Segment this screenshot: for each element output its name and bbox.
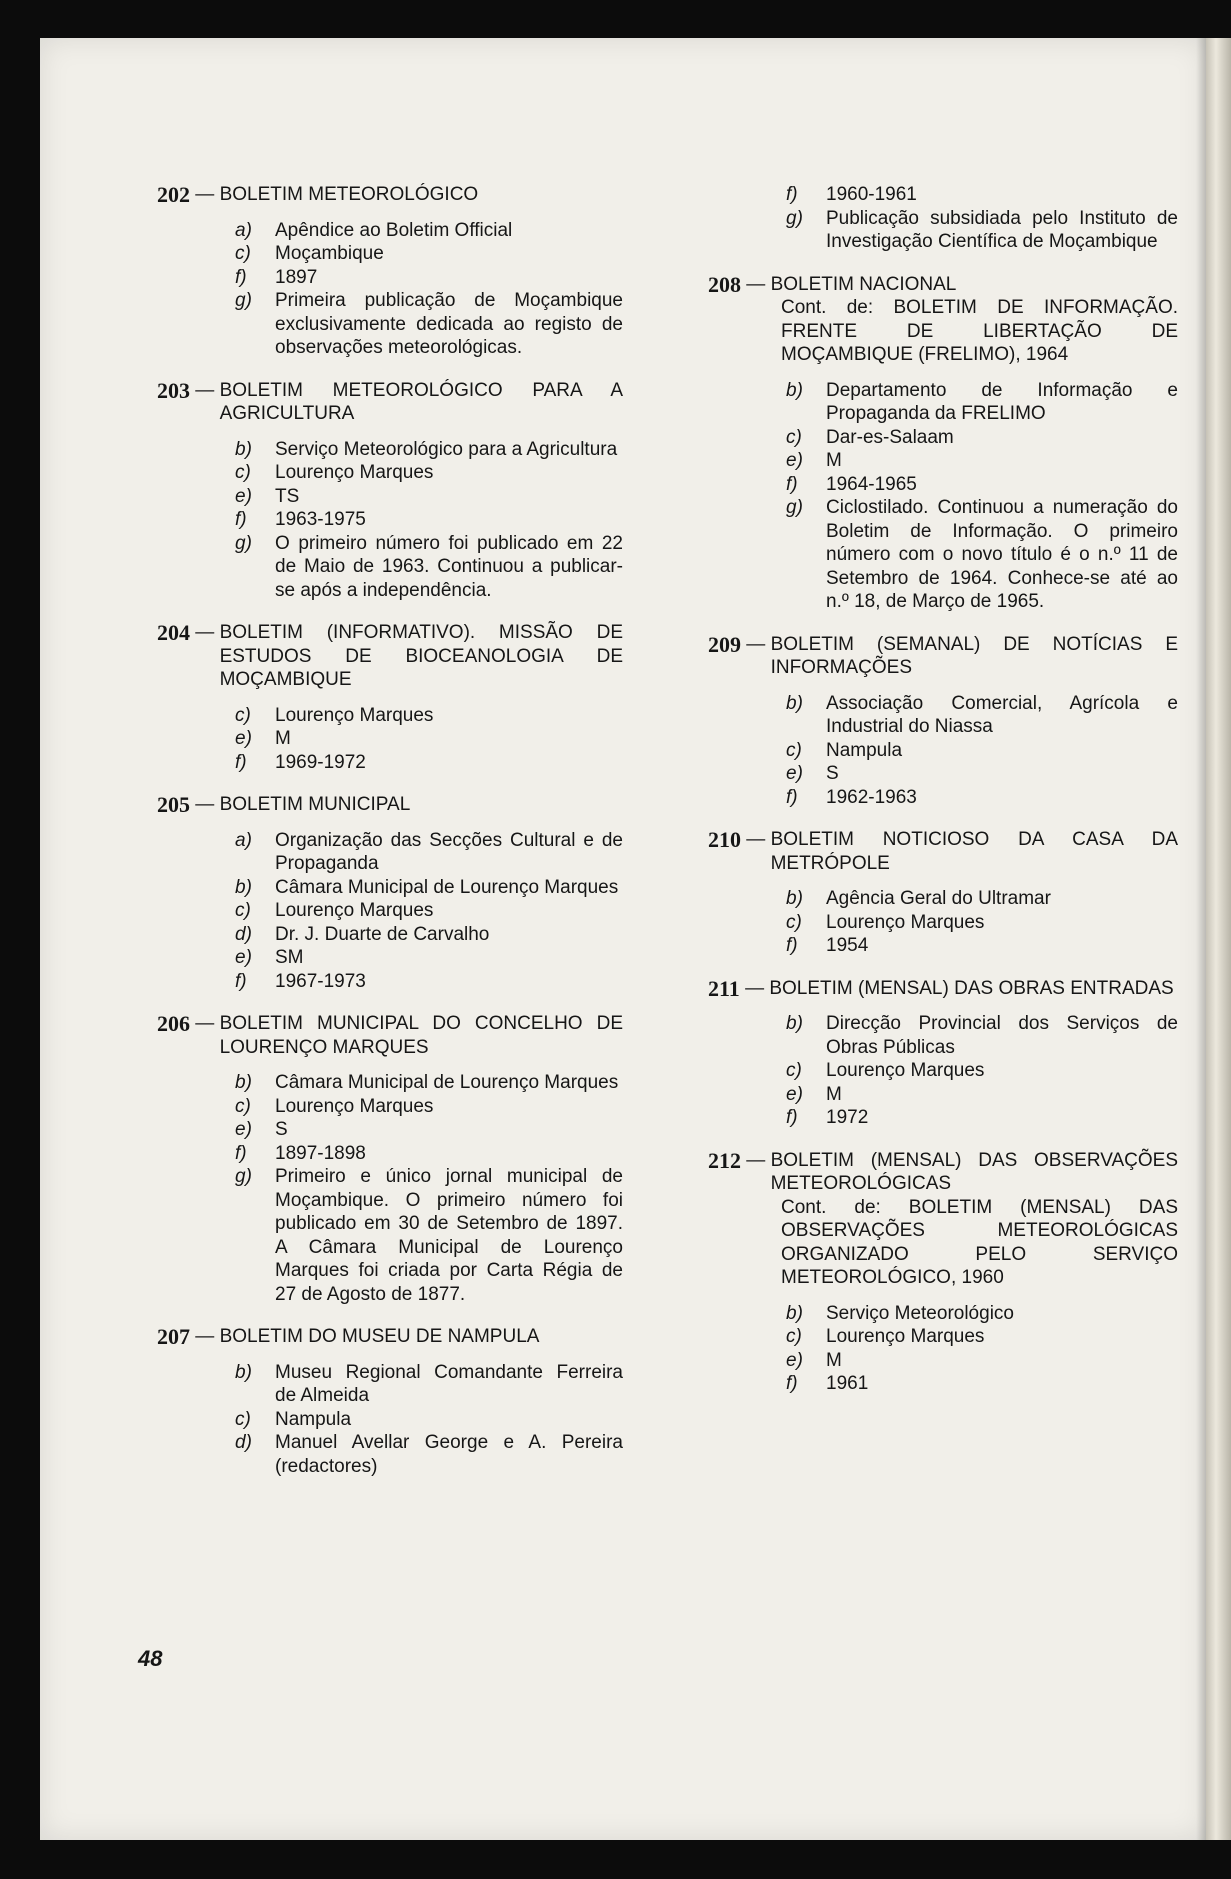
field-row [786, 786, 1178, 810]
field-letter: f) [235, 1142, 247, 1164]
field-letter: b) [786, 1302, 803, 1324]
next-page-edge [1206, 38, 1231, 1840]
field-letter: a) [235, 829, 252, 851]
field-value: S [826, 763, 839, 784]
catalog-entry [708, 977, 1178, 1130]
field-value: M [826, 1349, 842, 1371]
field-row [786, 1059, 1178, 1083]
entry-heading [157, 1325, 623, 1349]
field-value: Manuel Avellar George e A. Pereira (redactores) [275, 1432, 623, 1477]
field-row [786, 473, 1178, 497]
field-value: 1961 [826, 1373, 869, 1394]
catalog-entry [157, 793, 623, 993]
entry-continuation: Cont. de: BOLETIM DE INFORMAÇÃO. FRENTE DE LIBERTAÇÃO DE MOÇAMBIQUE (FRELIMO), 1964 [781, 297, 1178, 365]
field-value: Apêndice ao Boletim Official [275, 219, 513, 241]
field-row [786, 207, 1178, 254]
field-letter: f) [786, 473, 798, 495]
field-row [786, 183, 1178, 207]
field-value: M [275, 728, 291, 749]
field-letter: c) [786, 1060, 802, 1081]
field-letter: g) [235, 290, 252, 311]
field-value: Departamento de Informação e Propaganda da FRELIMO [826, 379, 1178, 424]
field-letter: b) [786, 888, 803, 909]
field-letter: f) [786, 935, 798, 956]
field-value: Lourenço Marques [275, 900, 434, 921]
field-row [235, 438, 623, 462]
field-letter: e) [235, 1119, 252, 1140]
field-row [235, 508, 623, 532]
field-value: Agência Geral do Ultramar [826, 888, 1051, 909]
field-value: TS [275, 485, 300, 507]
catalog-entry [708, 828, 1178, 958]
catalog-entry [157, 379, 623, 603]
field-row [235, 1142, 623, 1166]
entry-fields [786, 887, 1178, 958]
field-letter: g) [786, 207, 803, 229]
catalog-entry [157, 1325, 623, 1478]
entry-fields [786, 183, 1178, 254]
field-row [235, 1431, 623, 1478]
field-letter: g) [235, 532, 252, 554]
field-row [235, 1408, 623, 1432]
field-value: 1897-1898 [275, 1142, 366, 1164]
field-letter: f) [786, 1373, 798, 1394]
entry-fields [235, 438, 623, 603]
entry-title: BOLETIM (MENSAL) DAS OBRAS ENTRADAS [769, 977, 1174, 999]
entry-title: BOLETIM METEOROLÓGICO [219, 184, 479, 205]
field-row [235, 876, 623, 900]
field-row [235, 219, 623, 243]
entry-number: 207 [157, 1324, 190, 1349]
field-row [786, 1083, 1178, 1107]
field-row [235, 461, 623, 485]
field-letter: a) [235, 219, 252, 241]
entry-fields [786, 692, 1178, 810]
field-row [786, 1012, 1178, 1059]
field-row [786, 739, 1178, 763]
field-row [786, 1325, 1178, 1349]
catalog-entry [157, 1012, 623, 1306]
field-letter: b) [786, 1013, 803, 1034]
field-letter: c) [235, 1408, 251, 1430]
field-letter: b) [786, 379, 803, 401]
field-value: Dar-es-Salaam [826, 426, 954, 448]
field-value: 1962-1963 [826, 786, 917, 808]
entry-dash: — [739, 977, 770, 999]
field-row [235, 751, 623, 775]
field-row [786, 449, 1178, 473]
field-row [786, 1349, 1178, 1373]
right-column [708, 183, 1178, 1415]
field-letter: c) [235, 704, 251, 726]
entry-heading [157, 621, 623, 692]
field-row [786, 887, 1178, 911]
entry-dash: — [190, 184, 220, 205]
field-letter: c) [235, 900, 251, 921]
field-letter: b) [235, 1072, 252, 1093]
field-letter: f) [786, 786, 798, 808]
entry-fields [786, 1302, 1178, 1396]
field-letter: g) [786, 497, 803, 518]
field-value: 1972 [826, 1107, 869, 1128]
field-row [786, 1302, 1178, 1326]
entry-dash: — [741, 633, 771, 655]
entry-heading [157, 183, 623, 207]
entry-number: 209 [708, 631, 741, 657]
field-letter: f) [786, 1107, 798, 1128]
field-row [786, 1106, 1178, 1130]
field-letter: b) [235, 438, 252, 460]
field-letter: b) [235, 1361, 252, 1383]
catalog-entry [708, 1149, 1178, 1396]
field-value: M [826, 1083, 842, 1105]
field-letter: f) [786, 184, 798, 205]
field-letter: e) [786, 763, 803, 784]
entry-dash: — [190, 622, 220, 643]
field-value: SM [275, 947, 304, 968]
field-value: Associação Comercial, Agrícola e Industrial do Niassa [826, 692, 1178, 737]
entry-heading [157, 1012, 623, 1059]
entry-title: BOLETIM (SEMANAL) DE NOTÍCIAS E INFORMAÇÕES [770, 633, 1178, 678]
field-row [786, 496, 1178, 614]
entry-dash: — [190, 794, 220, 815]
field-value: Primeiro e único jornal municipal de Moçambique. O primeiro número foi publicado em 30 de Setembro de 1897. A Câmara Municipal de Lourenço Marques foi criada por Carta Régia de 27 de Agosto de 1877. [275, 1166, 623, 1305]
field-letter: c) [235, 1095, 251, 1117]
field-value: S [275, 1119, 288, 1140]
entry-heading [708, 828, 1178, 875]
field-row [235, 485, 623, 509]
field-letter: d) [235, 1432, 252, 1453]
left-column [157, 183, 623, 1497]
field-value: Lourenço Marques [275, 1095, 434, 1117]
entry-heading [708, 1149, 1178, 1196]
field-row [235, 1071, 623, 1095]
entry-heading [157, 379, 623, 426]
field-value: Lourenço Marques [826, 1326, 985, 1347]
field-value: 1963-1975 [275, 509, 366, 530]
field-value: 1960-1961 [826, 184, 917, 205]
entry-dash: — [741, 273, 771, 295]
field-row [235, 1361, 623, 1408]
field-row [786, 426, 1178, 450]
field-value: Dr. J. Duarte de Carvalho [275, 923, 490, 945]
entry-dash: — [190, 1326, 220, 1347]
entry-heading [708, 633, 1178, 680]
page-fold-shadow [1196, 38, 1206, 1840]
field-value: Lourenço Marques [275, 704, 434, 726]
entry-number: 202 [157, 182, 190, 207]
field-letter: f) [235, 751, 247, 773]
field-row [235, 946, 623, 970]
entry-title: BOLETIM MUNICIPAL [219, 794, 411, 815]
field-value: Lourenço Marques [275, 462, 434, 483]
entry-fields [235, 219, 623, 360]
field-row [235, 899, 623, 923]
field-row [235, 289, 623, 360]
field-value: 1967-1973 [275, 970, 366, 992]
field-row [235, 266, 623, 290]
field-letter: b) [235, 876, 252, 898]
field-row [235, 704, 623, 728]
field-value: Lourenço Marques [826, 911, 985, 933]
entry-number: 211 [708, 975, 740, 1001]
field-row [235, 727, 623, 751]
field-row [786, 379, 1178, 426]
field-row [235, 532, 623, 603]
field-row [786, 1372, 1178, 1396]
entry-heading [157, 793, 623, 817]
field-value: Primeira publicação de Moçambique exclusivamente dedicada ao registo de observações meteorológicas. [275, 290, 623, 358]
entry-number: 210 [708, 827, 741, 852]
entry-dash: — [190, 1013, 220, 1034]
field-row [786, 692, 1178, 739]
entry-fields [235, 704, 623, 775]
field-value: Câmara Municipal de Lourenço Marques [275, 1072, 619, 1093]
catalog-entry [157, 621, 623, 774]
entry-title: BOLETIM (INFORMATIVO). MISSÃO DE ESTUDOS DE BIOCEANOLOGIA DE MOÇAMBIQUE [219, 622, 623, 690]
field-value: Direcção Provincial dos Serviços de Obras Públicas [826, 1013, 1178, 1058]
field-letter: c) [235, 243, 251, 264]
field-row [235, 1095, 623, 1119]
field-letter: c) [786, 739, 802, 761]
entry-dash: — [741, 829, 771, 850]
field-letter: d) [235, 923, 252, 945]
field-row [235, 970, 623, 994]
entry-title: BOLETIM NACIONAL [770, 273, 957, 295]
field-letter: c) [786, 426, 802, 448]
field-value: 1897 [275, 266, 318, 288]
field-row [235, 242, 623, 266]
field-letter: f) [235, 970, 247, 992]
field-letter: e) [786, 450, 803, 471]
entry-title: BOLETIM NOTICIOSO DA CASA DA METRÓPOLE [770, 829, 1178, 874]
field-letter: e) [786, 1083, 803, 1105]
entry-fields [235, 1071, 623, 1306]
field-value: 1969-1972 [275, 751, 366, 773]
entry-fields [235, 829, 623, 994]
entry-number: 205 [157, 792, 190, 817]
entry-number: 204 [157, 620, 190, 645]
entry-fields [235, 1361, 623, 1479]
entry-dash: — [190, 379, 220, 401]
catalog-entry [157, 183, 623, 360]
field-letter: b) [786, 692, 803, 714]
field-letter: e) [786, 1349, 803, 1371]
field-value: Câmara Municipal de Lourenço Marques [275, 876, 619, 898]
entry-dash: — [741, 1149, 771, 1171]
field-value: Publicação subsidiada pelo Instituto de Investigação Científica de Moçambique [826, 207, 1178, 252]
entry-heading [708, 273, 1178, 297]
field-letter: f) [235, 266, 247, 288]
entry-title: BOLETIM DO MUSEU DE NAMPULA [219, 1326, 540, 1347]
catalog-entry [708, 273, 1178, 614]
entry-continuation: Cont. de: BOLETIM (MENSAL) DAS OBSERVAÇÕES METEOROLÓGICAS ORGANIZADO PELO SERVIÇO METEOROLÓGICO, 1960 [781, 1196, 1178, 1288]
field-value: Nampula [275, 1408, 352, 1430]
field-row [786, 934, 1178, 958]
field-row [235, 829, 623, 876]
field-row [235, 923, 623, 947]
entry-fields [786, 1012, 1178, 1130]
field-letter: e) [235, 485, 252, 507]
entry-heading [708, 977, 1178, 1001]
field-value: 1954 [826, 935, 869, 956]
entry-number: 212 [708, 1147, 741, 1173]
field-value: Museu Regional Comandante Ferreira de Almeida [275, 1361, 623, 1406]
field-value: Serviço Meteorológico para a Agricultura [275, 438, 618, 460]
field-value: O primeiro número foi publicado em 22 de Maio de 1963. Continuou a publicar-se após a independência. [275, 532, 623, 601]
entry-number: 203 [157, 377, 190, 403]
field-row [235, 1165, 623, 1306]
field-value: Lourenço Marques [826, 1060, 985, 1081]
entry-title: BOLETIM (MENSAL) DAS OBSERVAÇÕES METEOROLÓGICAS [770, 1149, 1178, 1194]
entry-fields [786, 379, 1178, 614]
catalog-entry [708, 633, 1178, 810]
field-value: Nampula [826, 739, 903, 761]
field-row [786, 911, 1178, 935]
field-row [786, 762, 1178, 786]
field-value: M [826, 450, 842, 471]
entry-title: BOLETIM METEOROLÓGICO PARA A AGRICULTURA [219, 379, 623, 424]
field-letter: e) [235, 947, 252, 968]
field-value: 1964-1965 [826, 473, 917, 495]
field-value: Serviço Meteorológico [826, 1302, 1014, 1324]
field-letter: f) [235, 509, 247, 530]
catalog-entry [708, 183, 1178, 254]
field-letter: c) [786, 1326, 802, 1347]
field-value: Ciclostilado. Continuou a numeração do Boletim de Informação. O primeiro número com o novo título é o n.º 11 de Setembro de 1964. Conhece-se até ao n.º 18, de Março de 1965. [826, 497, 1178, 612]
field-letter: c) [786, 911, 802, 933]
field-letter: e) [235, 728, 252, 749]
field-row [235, 1118, 623, 1142]
field-value: Moçambique [275, 243, 384, 264]
entry-title: BOLETIM MUNICIPAL DO CONCELHO DE LOURENÇO MARQUES [219, 1013, 623, 1058]
page-number: 48 [138, 1646, 163, 1671]
entry-number: 206 [157, 1011, 190, 1036]
entry-number: 208 [708, 271, 741, 297]
field-letter: g) [235, 1166, 252, 1187]
field-value: Organização das Secções Cultural e de Propaganda [275, 829, 623, 874]
field-letter: c) [235, 462, 251, 483]
